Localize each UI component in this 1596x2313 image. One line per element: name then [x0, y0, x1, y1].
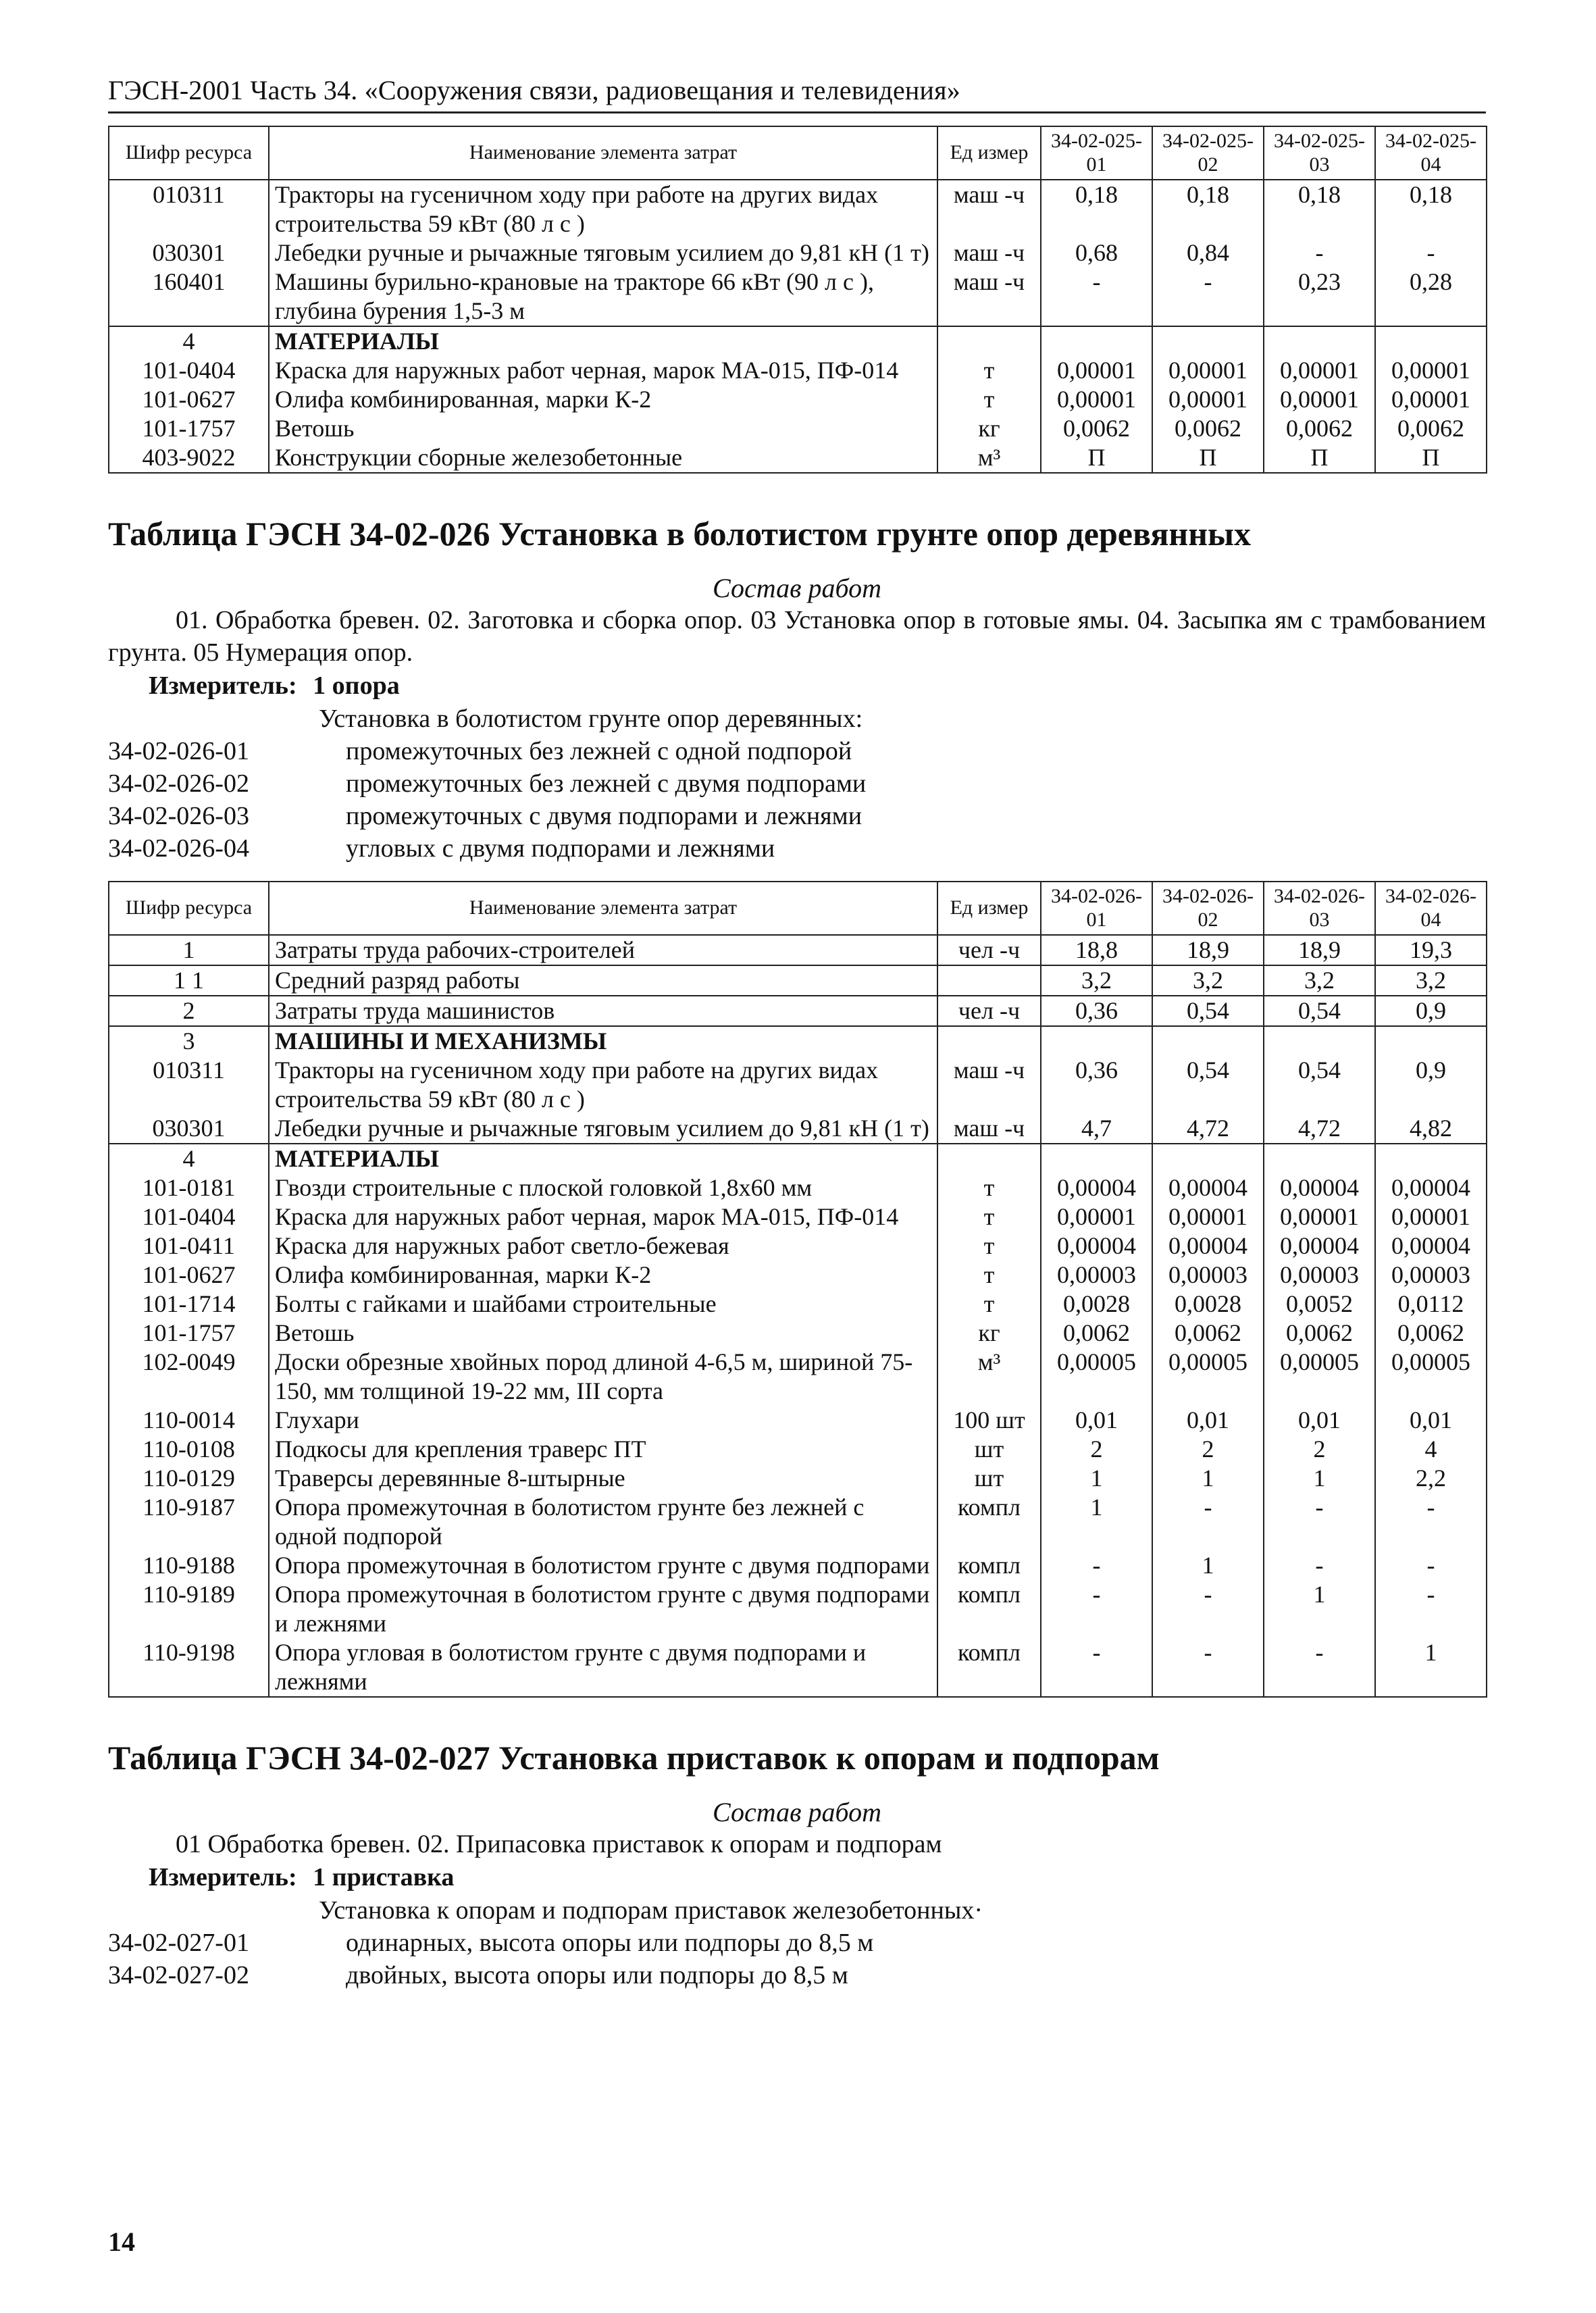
value-cell: 1 [1152, 1464, 1264, 1493]
variant-code: 34-02-026-02 [108, 769, 249, 798]
table-row [109, 268, 1487, 326]
resource-code-cell: 030301 [109, 1114, 269, 1144]
value-cell: 0,00005 [1264, 1348, 1375, 1406]
value-cell: - [1152, 268, 1264, 326]
value-cell: 2 [1041, 1435, 1152, 1464]
unit-cell: маш -ч [937, 238, 1041, 268]
value-cell: 19,3 [1375, 935, 1487, 965]
value-cell: - [1041, 268, 1152, 326]
resource-name-cell: Ветошь [269, 414, 937, 443]
works-label: Состав работ [713, 573, 881, 603]
value-cell: 0,36 [1041, 996, 1152, 1026]
resource-code-cell: 110-9198 [109, 1638, 269, 1697]
value-cell: 0,0062 [1264, 414, 1375, 443]
unit-cell: кг [937, 1319, 1041, 1348]
table-row [109, 1026, 1487, 1056]
column-header: 34-02-025-03 [1264, 126, 1375, 180]
measure-value: 1 опора [313, 671, 400, 700]
resource-name-cell: Ветошь [269, 1319, 937, 1348]
unit-cell: компл [937, 1580, 1041, 1638]
variants-list [108, 1927, 1486, 1991]
value-cell: 0,68 [1041, 238, 1152, 268]
value-cell: 0,0062 [1152, 1319, 1264, 1348]
value-cell: 0,18 [1152, 180, 1264, 238]
column-header: Ед измер [937, 882, 1041, 935]
resource-name-cell: Опора промежуточная в болотистом грунте с двумя подпорами [269, 1551, 937, 1580]
value-cell: 0,00004 [1152, 1173, 1264, 1202]
value-cell: 0,0062 [1041, 1319, 1152, 1348]
table-header-row [109, 882, 1487, 935]
resource-code-cell: 2 [109, 996, 269, 1026]
value-cell [1264, 1026, 1375, 1056]
table-row [109, 1231, 1487, 1261]
variant-text: промежуточных с двумя подпорами и лежнями [346, 802, 863, 830]
value-cell [1375, 1026, 1487, 1056]
section-title-026: Таблица ГЭСН 34-02-026 Установка в болотистом грунте опор деревянных [108, 515, 1252, 553]
variant-code: 34-02-027-01 [108, 1929, 249, 1957]
resource-name-cell: Краска для наружных работ черная, марок МА-015, ПФ-014 [269, 356, 937, 385]
works-label: Состав работ [713, 1797, 881, 1827]
resource-name-cell: Гвозди строительные с плоской головкой 1,8х60 мм [269, 1173, 937, 1202]
resource-name-cell: Доски обрезные хвойных пород длиной 4-6,5 м, шириной 75-150, мм толщиной 19-22 мм, III сорта [269, 1348, 937, 1406]
unit-cell: компл [937, 1493, 1041, 1551]
value-cell: 0,00004 [1264, 1173, 1375, 1202]
unit-cell: т [937, 356, 1041, 385]
resource-code-cell: 101-0627 [109, 1261, 269, 1290]
resource-name-cell: Тракторы на гусеничном ходу при работе на других видах строительства 59 кВт (80 л с ) [269, 180, 937, 238]
resource-name-cell: Глухари [269, 1406, 937, 1435]
resource-name-cell: Краска для наружных работ светло-бежевая [269, 1231, 937, 1261]
value-cell: 0,28 [1375, 268, 1487, 326]
resource-name-cell: Затраты труда машинистов [269, 996, 937, 1026]
value-cell: 0,0062 [1264, 1319, 1375, 1348]
unit-cell: маш -ч [937, 1114, 1041, 1144]
unit-cell: м³ [937, 443, 1041, 473]
resource-code-cell: 110-0108 [109, 1435, 269, 1464]
variants-list [108, 735, 1486, 865]
column-header: 34-02-026-04 [1375, 882, 1487, 935]
resource-name-cell: МАТЕРИАЛЫ [269, 326, 937, 356]
table-row [109, 356, 1487, 385]
value-cell: 0,01 [1375, 1406, 1487, 1435]
resource-code-cell: 101-0404 [109, 1202, 269, 1231]
resource-code-cell: 010311 [109, 1056, 269, 1114]
resource-code-cell: 160401 [109, 268, 269, 326]
unit-cell: кг [937, 414, 1041, 443]
resource-code-cell: 101-1757 [109, 414, 269, 443]
table-header-row [109, 126, 1487, 180]
value-cell: 0,00004 [1041, 1231, 1152, 1261]
unit-cell: маш -ч [937, 268, 1041, 326]
resource-name-cell: Опора угловая в болотистом грунте с двумя подпорами и лежнями [269, 1638, 937, 1697]
resource-code-cell: 110-0014 [109, 1406, 269, 1435]
column-header: 34-02-025-04 [1375, 126, 1487, 180]
value-cell: 0,00001 [1041, 385, 1152, 414]
resource-code-cell: 030301 [109, 238, 269, 268]
value-cell: 0,00005 [1041, 1348, 1152, 1406]
resource-code-cell: 110-0129 [109, 1464, 269, 1493]
resource-code-cell: 102-0049 [109, 1348, 269, 1406]
variant-item [108, 767, 1486, 800]
value-cell: - [1375, 1493, 1487, 1551]
variant-code: 34-02-026-04 [108, 834, 249, 863]
value-cell: - [1375, 1551, 1487, 1580]
measure-label: Измеритель: [149, 1863, 297, 1891]
table-row [109, 1173, 1487, 1202]
table-row [109, 385, 1487, 414]
value-cell: 0,00004 [1375, 1173, 1487, 1202]
value-cell: 2,2 [1375, 1464, 1487, 1493]
variant-text: одинарных, высота опоры или подпоры до 8,5 м [346, 1929, 874, 1957]
column-header: Шифр ресурса [109, 126, 269, 180]
value-cell [1041, 1026, 1152, 1056]
unit-cell: чел -ч [937, 996, 1041, 1026]
value-cell [1152, 1026, 1264, 1056]
value-cell [1152, 326, 1264, 356]
unit-cell [937, 1026, 1041, 1056]
value-cell: 0,54 [1152, 1056, 1264, 1114]
variants-intro: Установка к опорам и подпорам приставок железобетонных· [319, 1896, 983, 1925]
variant-item [108, 1927, 1486, 1959]
resource-name-cell: Затраты труда рабочих-строителей [269, 935, 937, 965]
resource-name-cell: Краска для наружных работ черная, марок МА-015, ПФ-014 [269, 1202, 937, 1231]
measure-value: 1 приставка [313, 1863, 455, 1891]
value-cell: 0,23 [1264, 268, 1375, 326]
resource-code-cell: 110-9187 [109, 1493, 269, 1551]
unit-cell: т [937, 1173, 1041, 1202]
column-header: Ед измер [937, 126, 1041, 180]
resource-name-cell: Подкосы для крепления траверс ПТ [269, 1435, 937, 1464]
unit-cell [937, 965, 1041, 996]
variant-code: 34-02-026-03 [108, 802, 249, 830]
value-cell: 0,18 [1264, 180, 1375, 238]
value-cell: 0,00004 [1264, 1231, 1375, 1261]
value-cell: 0,9 [1375, 1056, 1487, 1114]
resource-code-cell: 403-9022 [109, 443, 269, 473]
works-description: 01. Обработка бревен. 02. Заготовка и сборка опор. 03 Установка опор в готовые ямы. 04. Засыпка ям с трамбованием грунта. 05 Нумерация опор. [108, 606, 1486, 667]
table-row [109, 1348, 1487, 1406]
table-row [109, 1638, 1487, 1697]
variant-code: 34-02-027-02 [108, 1961, 249, 1989]
value-cell: 2 [1152, 1435, 1264, 1464]
value-cell: - [1264, 1551, 1375, 1580]
value-cell [1375, 1144, 1487, 1173]
value-cell: 0,0052 [1264, 1290, 1375, 1319]
variant-text: промежуточных без лежней с двумя подпорами [346, 769, 867, 798]
value-cell: 4,7 [1041, 1114, 1152, 1144]
value-cell: 18,8 [1041, 935, 1152, 965]
value-cell: 0,0112 [1375, 1290, 1487, 1319]
resource-name-cell: Опора промежуточная в болотистом грунте без лежней с одной подпорой [269, 1493, 937, 1551]
table-row [109, 1435, 1487, 1464]
resource-code-cell: 1 [109, 935, 269, 965]
unit-cell: 100 шт [937, 1406, 1041, 1435]
resource-name-cell: Лебедки ручные и рычажные тяговым усилием до 9,81 кН (1 т) [269, 238, 937, 268]
resource-name-cell: Лебедки ручные и рычажные тяговым усилием до 9,81 кН (1 т) [269, 1114, 937, 1144]
table-row [109, 238, 1487, 268]
table-row [109, 1290, 1487, 1319]
column-header: 34-02-026-03 [1264, 882, 1375, 935]
unit-cell: маш -ч [937, 180, 1041, 238]
value-cell: - [1041, 1551, 1152, 1580]
value-cell: 2 [1264, 1435, 1375, 1464]
column-header: 34-02-026-01 [1041, 882, 1152, 935]
column-header: 34-02-026-02 [1152, 882, 1264, 935]
table-row [109, 1056, 1487, 1114]
value-cell: - [1041, 1580, 1152, 1638]
variants-intro: Установка в болотистом грунте опор деревянных: [319, 705, 863, 733]
resource-table-025 [108, 126, 1487, 474]
value-cell: 0,18 [1041, 180, 1152, 238]
unit-cell: компл [937, 1638, 1041, 1697]
unit-cell: т [937, 1290, 1041, 1319]
table-row [109, 1580, 1487, 1638]
table-row [109, 1464, 1487, 1493]
resource-code-cell: 110-9188 [109, 1551, 269, 1580]
resource-name-cell: Тракторы на гусеничном ходу при работе на других видах строительства 59 кВт (80 л с ) [269, 1056, 937, 1114]
value-cell: 0,54 [1152, 996, 1264, 1026]
value-cell: 0,9 [1375, 996, 1487, 1026]
value-cell: 0,00004 [1375, 1231, 1487, 1261]
unit-cell: т [937, 1261, 1041, 1290]
variant-code: 34-02-026-01 [108, 737, 249, 765]
table-row [109, 1261, 1487, 1290]
value-cell: 0,01 [1264, 1406, 1375, 1435]
table-row [109, 935, 1487, 965]
column-header: Наименование элемента затрат [269, 126, 937, 180]
resource-name-cell: Конструкции сборные железобетонные [269, 443, 937, 473]
section-title-027: Таблица ГЭСН 34-02-027 Установка приставок к опорам и подпорам [108, 1739, 1160, 1777]
column-header: Наименование элемента затрат [269, 882, 937, 935]
value-cell: 0,00001 [1375, 1202, 1487, 1231]
unit-cell: т [937, 1202, 1041, 1231]
column-header: 34-02-025-02 [1152, 126, 1264, 180]
variant-item [108, 832, 1486, 865]
value-cell: 0,84 [1152, 238, 1264, 268]
value-cell: 0,00005 [1152, 1348, 1264, 1406]
resource-code-cell: 101-1757 [109, 1319, 269, 1348]
value-cell: 1 [1375, 1638, 1487, 1697]
value-cell: 0,01 [1152, 1406, 1264, 1435]
resource-code-cell: 4 [109, 326, 269, 356]
table-row [109, 1493, 1487, 1551]
measure-line [149, 669, 1486, 703]
value-cell: 18,9 [1152, 935, 1264, 965]
resource-name-cell: Машины бурильно-крановые на тракторе 66 кВт (90 л с ), глубина бурения 1,5-3 м [269, 268, 937, 326]
value-cell: 0,0028 [1041, 1290, 1152, 1319]
value-cell: 0,00004 [1041, 1173, 1152, 1202]
value-cell: 0,0062 [1375, 414, 1487, 443]
resource-code-cell: 101-0181 [109, 1173, 269, 1202]
value-cell: 4,72 [1152, 1114, 1264, 1144]
table-row [109, 414, 1487, 443]
value-cell: - [1264, 1638, 1375, 1697]
value-cell: - [1152, 1638, 1264, 1697]
value-cell: 0,00001 [1264, 1202, 1375, 1231]
value-cell: П [1041, 443, 1152, 473]
unit-cell: м³ [937, 1348, 1041, 1406]
value-cell: - [1375, 238, 1487, 268]
value-cell [1041, 1144, 1152, 1173]
value-cell: 0,00001 [1152, 385, 1264, 414]
document-page [108, 74, 1486, 1991]
resource-code-cell: 101-0627 [109, 385, 269, 414]
value-cell: 0,00001 [1152, 1202, 1264, 1231]
table-row [109, 1406, 1487, 1435]
value-cell: 0,18 [1375, 180, 1487, 238]
value-cell: 0,0062 [1152, 414, 1264, 443]
resource-name-cell: МАШИНЫ И МЕХАНИЗМЫ [269, 1026, 937, 1056]
table-row [109, 1202, 1487, 1231]
table-row [109, 443, 1487, 473]
resource-code-cell: 3 [109, 1026, 269, 1056]
value-cell: П [1152, 443, 1264, 473]
value-cell: 0,0062 [1375, 1319, 1487, 1348]
value-cell: - [1152, 1580, 1264, 1638]
works-description: 01 Обработка бревен. 02. Припасовка приставок к опорам и подпорам [176, 1830, 942, 1858]
value-cell: 3,2 [1375, 965, 1487, 996]
resource-name-cell: Болты с гайками и шайбами строительные [269, 1290, 937, 1319]
value-cell: - [1375, 1580, 1487, 1638]
value-cell: - [1041, 1638, 1152, 1697]
value-cell: 0,00001 [1264, 385, 1375, 414]
table-row [109, 1551, 1487, 1580]
value-cell: 0,00003 [1264, 1261, 1375, 1290]
measure-line [149, 1860, 1486, 1894]
value-cell [1375, 326, 1487, 356]
resource-name-cell: Олифа комбинированная, марки К-2 [269, 385, 937, 414]
column-header: 34-02-025-01 [1041, 126, 1152, 180]
variant-text: промежуточных без лежней с одной подпорой [346, 737, 852, 765]
value-cell: 0,00003 [1041, 1261, 1152, 1290]
resource-name-cell: Траверсы деревянные 8-штырные [269, 1464, 937, 1493]
value-cell: - [1264, 238, 1375, 268]
resource-code-cell: 1 1 [109, 965, 269, 996]
resource-name-cell: МАТЕРИАЛЫ [269, 1144, 937, 1173]
value-cell: 0,01 [1041, 1406, 1152, 1435]
unit-cell: чел -ч [937, 935, 1041, 965]
value-cell [1152, 1144, 1264, 1173]
resource-code-cell: 101-0404 [109, 356, 269, 385]
resource-code-cell: 4 [109, 1144, 269, 1173]
table-body [109, 935, 1487, 1697]
value-cell: - [1264, 1493, 1375, 1551]
value-cell: 0,36 [1041, 1056, 1152, 1114]
table-row [109, 996, 1487, 1026]
value-cell [1041, 326, 1152, 356]
value-cell: 0,00001 [1375, 356, 1487, 385]
value-cell: 0,00003 [1152, 1261, 1264, 1290]
value-cell: 0,0028 [1152, 1290, 1264, 1319]
value-cell: П [1264, 443, 1375, 473]
value-cell [1264, 1144, 1375, 1173]
value-cell: 0,0062 [1041, 414, 1152, 443]
variant-item [108, 800, 1486, 832]
value-cell: 18,9 [1264, 935, 1375, 965]
value-cell: 1 [1264, 1580, 1375, 1638]
value-cell: 0,00001 [1041, 356, 1152, 385]
table-row [109, 1319, 1487, 1348]
unit-cell: т [937, 1231, 1041, 1261]
table-body [109, 180, 1487, 473]
unit-cell [937, 1144, 1041, 1173]
unit-cell: компл [937, 1551, 1041, 1580]
resource-code-cell: 101-0411 [109, 1231, 269, 1261]
resource-name-cell: Средний разряд работы [269, 965, 937, 996]
table-row [109, 965, 1487, 996]
variant-item [108, 735, 1486, 767]
table-row [109, 1144, 1487, 1173]
value-cell: 4 [1375, 1435, 1487, 1464]
value-cell: 0,00001 [1264, 356, 1375, 385]
value-cell: 0,00001 [1152, 356, 1264, 385]
column-header: Шифр ресурса [109, 882, 269, 935]
resource-code-cell: 110-9189 [109, 1580, 269, 1638]
unit-cell [937, 326, 1041, 356]
value-cell: 3,2 [1264, 965, 1375, 996]
value-cell: 4,72 [1264, 1114, 1375, 1144]
table-row [109, 326, 1487, 356]
value-cell: 4,82 [1375, 1114, 1487, 1144]
value-cell [1264, 326, 1375, 356]
variant-text: угловых с двумя подпорами и лежнями [346, 834, 775, 863]
running-header: ГЭСН-2001 Часть 34. «Сооружения связи, радиовещания и телевидения» [108, 74, 1486, 113]
value-cell: 3,2 [1152, 965, 1264, 996]
value-cell: 0,00003 [1375, 1261, 1487, 1290]
unit-cell: т [937, 385, 1041, 414]
unit-cell: маш -ч [937, 1056, 1041, 1114]
value-cell: 1 [1152, 1551, 1264, 1580]
value-cell: 0,00004 [1152, 1231, 1264, 1261]
value-cell: 0,00001 [1375, 385, 1487, 414]
value-cell: 0,54 [1264, 1056, 1375, 1114]
value-cell: 0,00005 [1375, 1348, 1487, 1406]
table-row [109, 180, 1487, 238]
variant-item [108, 1959, 1486, 1991]
value-cell: - [1152, 1493, 1264, 1551]
resource-name-cell: Опора промежуточная в болотистом грунте с двумя подпорами и лежнями [269, 1580, 937, 1638]
value-cell: 0,54 [1264, 996, 1375, 1026]
value-cell: 1 [1041, 1464, 1152, 1493]
table-row [109, 1114, 1487, 1144]
resource-name-cell: Олифа комбинированная, марки К-2 [269, 1261, 937, 1290]
variant-text: двойных, высота опоры или подпоры до 8,5 м [346, 1961, 848, 1989]
value-cell: 0,00001 [1041, 1202, 1152, 1231]
unit-cell: шт [937, 1464, 1041, 1493]
resource-table-026 [108, 881, 1487, 1698]
page-number: 14 [108, 2227, 135, 2257]
unit-cell: шт [937, 1435, 1041, 1464]
value-cell: 1 [1041, 1493, 1152, 1551]
value-cell: 3,2 [1041, 965, 1152, 996]
resource-code-cell: 101-1714 [109, 1290, 269, 1319]
value-cell: 1 [1264, 1464, 1375, 1493]
measure-label: Измеритель: [149, 671, 297, 700]
resource-code-cell: 010311 [109, 180, 269, 238]
value-cell: П [1375, 443, 1487, 473]
